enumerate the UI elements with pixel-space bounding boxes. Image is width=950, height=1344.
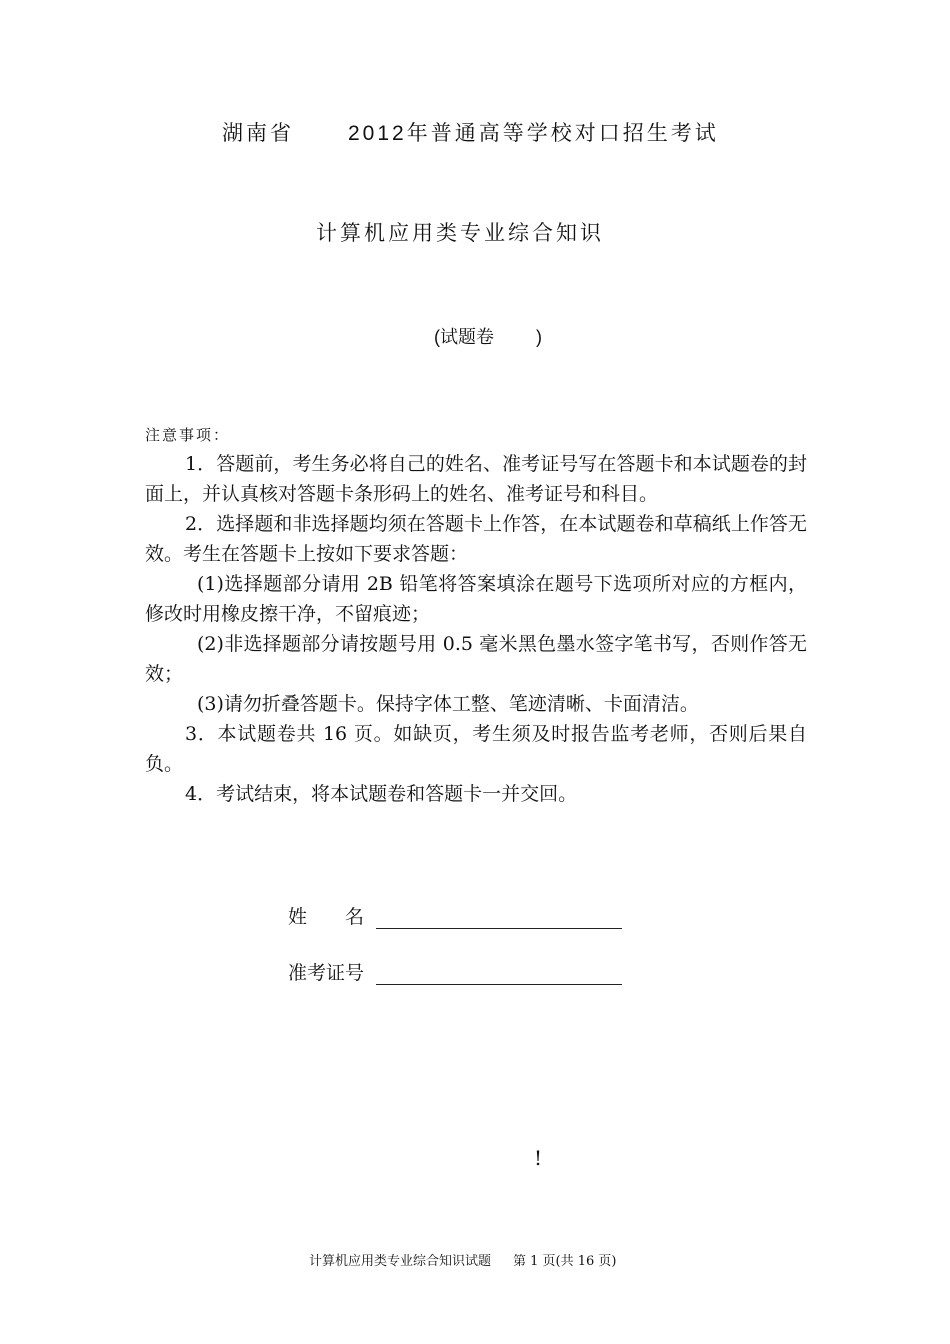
name-label: 姓 名 (288, 906, 365, 928)
notice-subitem-2: (2)非选择题部分请按题号用 0.5 毫米黑色墨水签字笔书写，否则作答无效； (145, 633, 807, 685)
notice-item-3: 3．本试题卷共 16 页。如缺页，考生须及时报告监考老师，否则后果自负。 (145, 723, 807, 775)
notice-heading: 注意事项： (145, 427, 231, 444)
exclamation-mark: ! (534, 1146, 543, 1170)
notice-item-1: 1．答题前，考生务必将自己的姓名、准考证号写在答题卡和本试题卷的封面上，并认真核对答题卡条形码上的姓名、准考证号和科目。 (145, 453, 807, 505)
notice-subitem-1: (1)选择题部分请用 2B 铅笔将答案填涂在题号下选项所对应的方框内，修改时用橡皮擦干净，不留痕迹； (145, 573, 807, 625)
notice-item-2: 2．选择题和非选择题均须在答题卡上作答，在本试题卷和草稿纸上作答无效。考生在答题卡上按如下要求答题： (145, 513, 807, 565)
exam-title-line2: 计算机应用类专业综合知识 (316, 222, 604, 245)
name-field-row (288, 902, 622, 929)
page-footer (309, 1250, 617, 1269)
footer-subject: 计算机应用类专业综合知识试题 (309, 1254, 492, 1269)
notice-body (145, 449, 807, 809)
exam-id-label: 准考证号 (288, 962, 365, 984)
name-blank-line[interactable] (376, 906, 622, 929)
footer-page-number: 第 1 页(共 16 页) (513, 1254, 617, 1269)
exam-subtitle: (试题卷 ) (434, 327, 542, 347)
exam-id-field-row (288, 958, 622, 985)
title-province: 湖南省 (222, 122, 294, 145)
notice-item-4: 4．考试结束，将本试题卷和答题卡一并交回。 (185, 783, 578, 805)
title-main: 2012年普通高等学校对口招生考试 (348, 122, 719, 145)
notice-subitem-3: (3)请勿折叠答题卡。保持字体工整、笔迹清晰、卡面清洁。 (197, 693, 699, 715)
exam-id-blank-line[interactable] (376, 962, 622, 985)
subtitle-text: 试题卷 (440, 327, 494, 347)
exam-title-line1 (222, 117, 719, 147)
